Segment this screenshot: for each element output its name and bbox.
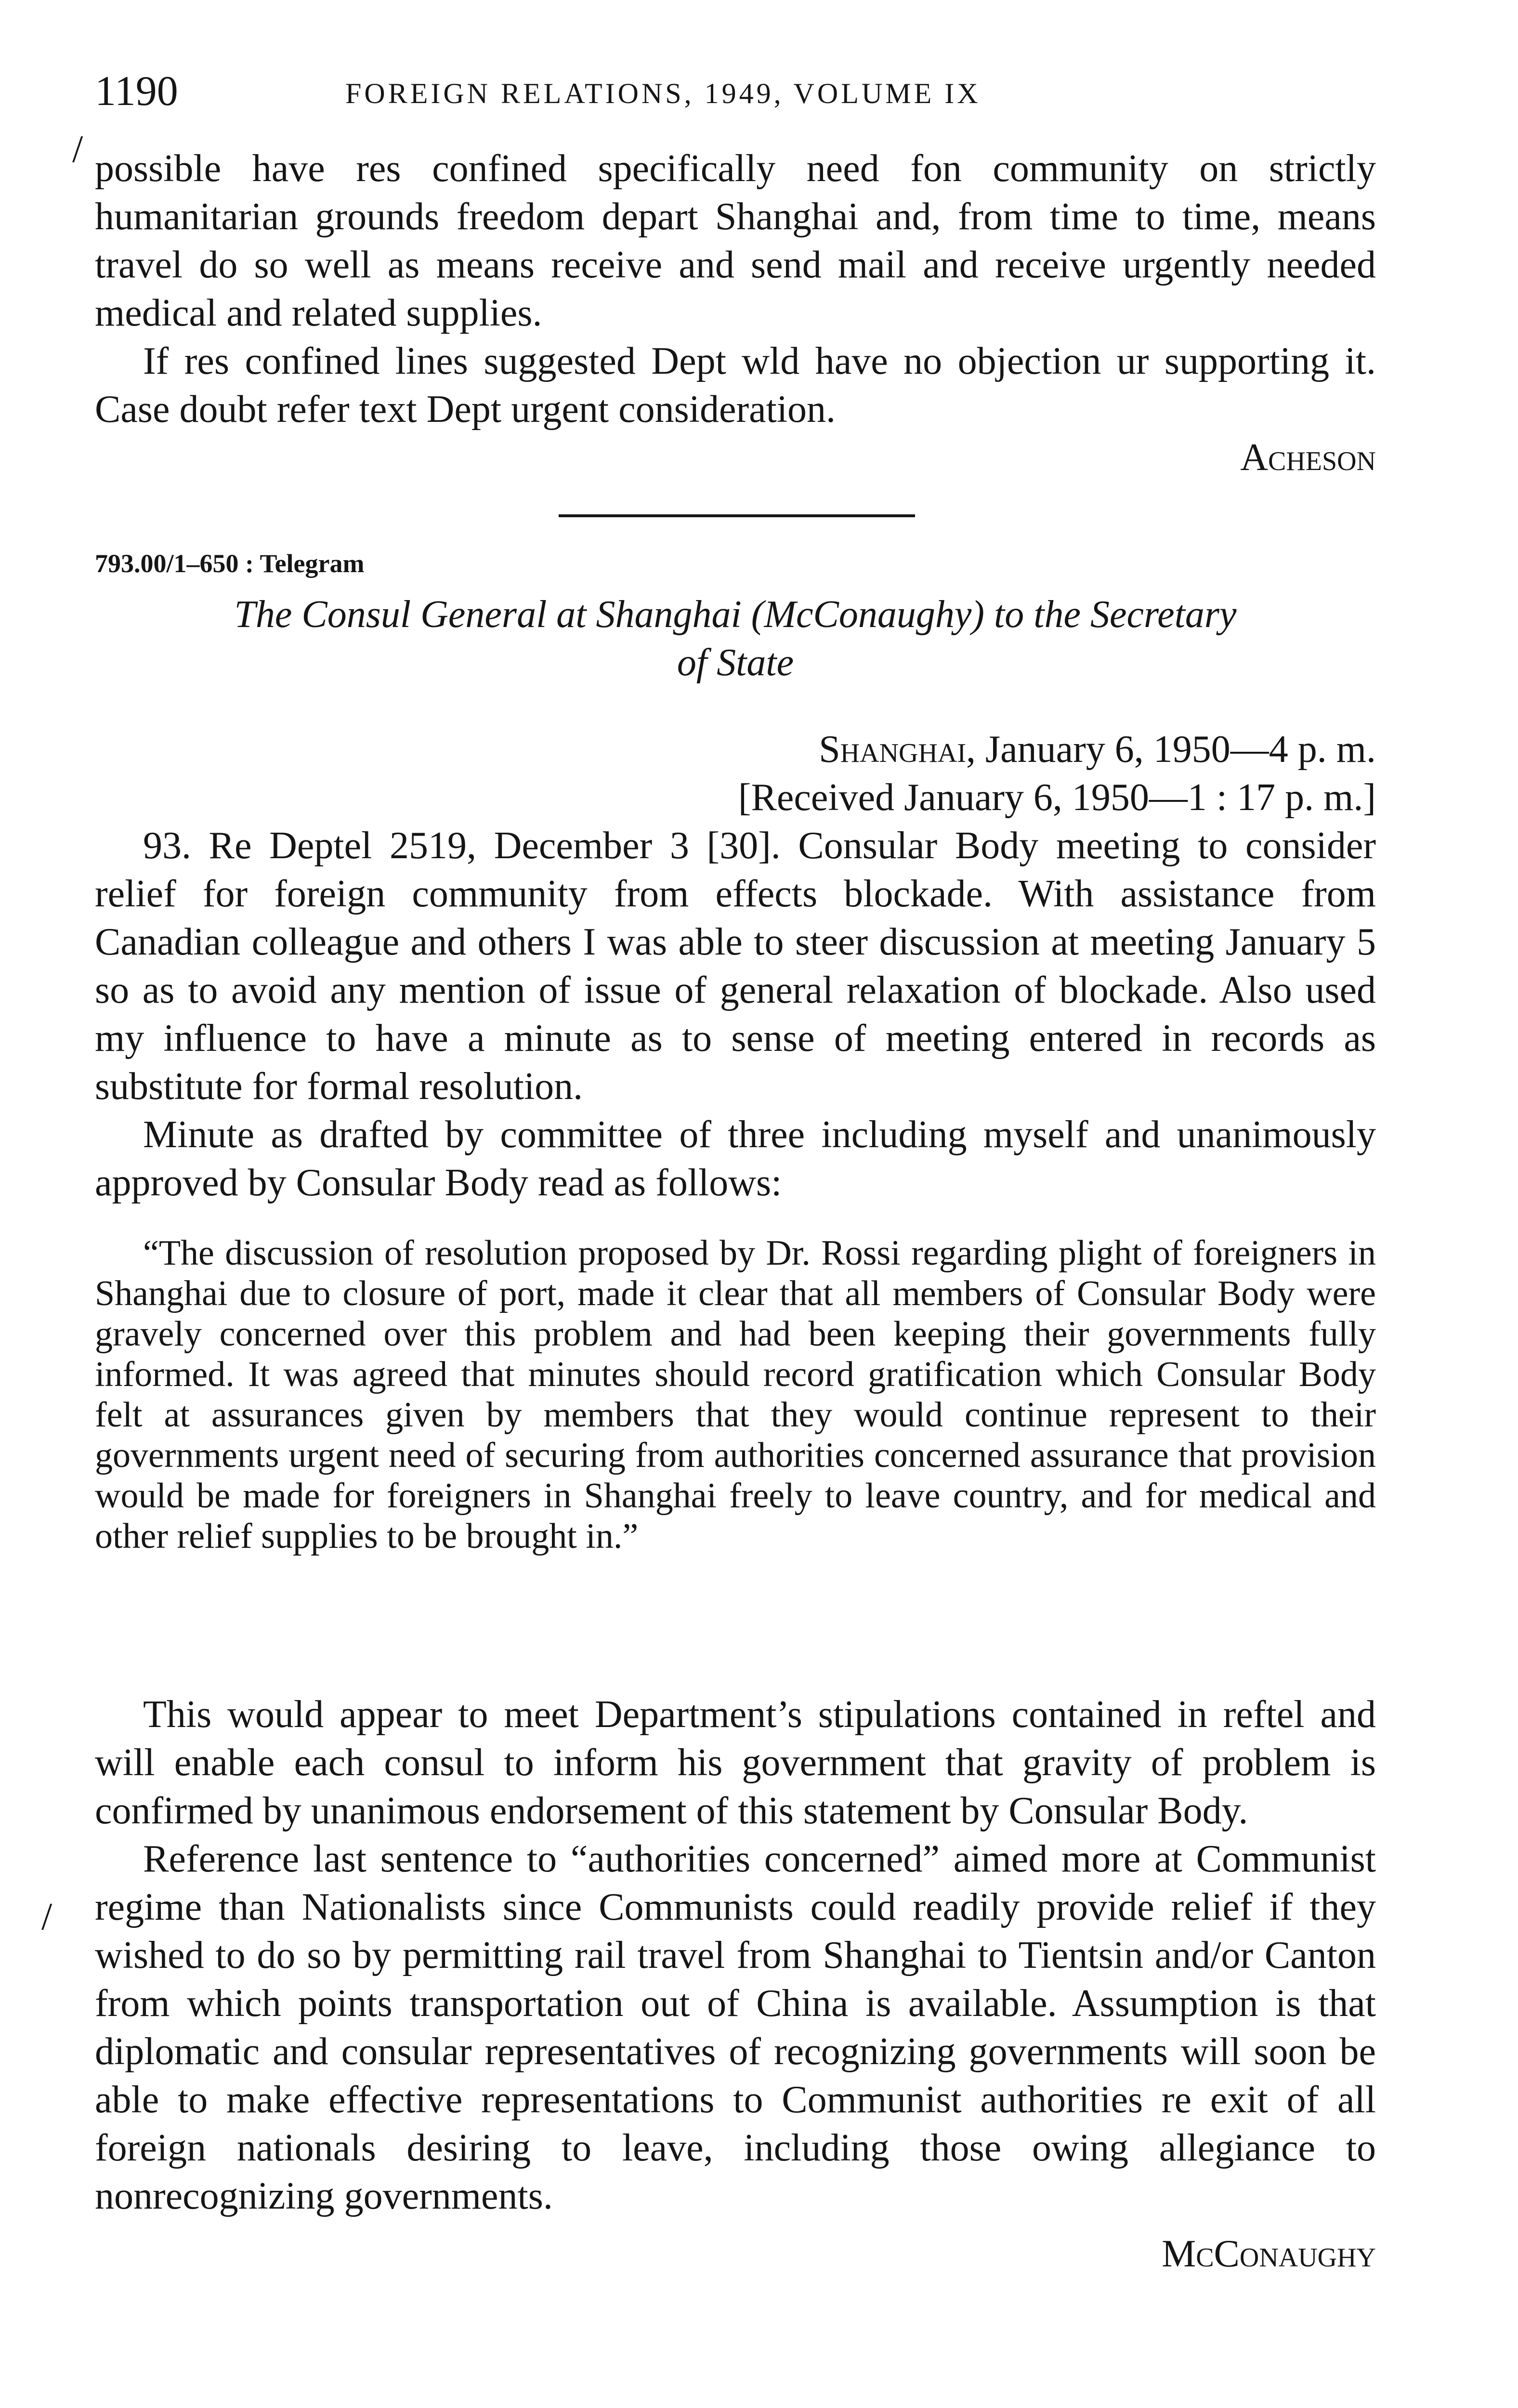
signature-acheson: Acheson <box>1240 436 1376 479</box>
body-paragraph: 93. Re Deptel 2519, December 3 [30]. Consular Body meeting to consider relief for foreign community from effects blockade. With assistance from Canadian colleague and others I was able to steer discussion at meeting January 5 so as to avoid any mention of issue of general relaxation of blockade. Also used my influence to have a minute as to sense of meeting entered in records as substitute for formal resolution. <box>95 824 1376 1108</box>
body-paragraph: Reference last sentence to “authorities concerned” aimed more at Communist regime than Nationalists since Communists could readily provide relief if they wished to do so by permitting rail travel from Shanghai to Tientsin and/or Canton from which points transportation out of China is available. Assumption is that diplomatic and consular representatives of recognizing governments will soon be able to make effective representations to Communist authorities re exit of all foreign nationals desiring to leave, including those owing allegiance to nonrecognizing governments. <box>95 1838 1376 2217</box>
dateline-place: Shanghai, <box>819 728 976 771</box>
dateline-sent-time: January 6, 1950—4 p. m. <box>975 728 1376 771</box>
telegram-body <box>95 822 1376 1207</box>
continuation-paragraph: possible have res confined specifically need fon community on strictly humanitarian grounds freedom depart Shanghai and, from time to time, means travel do so well as means receive and send mail and receive urgently needed medical and related supplies. <box>95 147 1376 334</box>
margin-mark-middle: / <box>41 1896 52 1938</box>
document-id: 793.00/1–650 : Telegram <box>95 549 365 578</box>
dateline-sent <box>95 725 1376 773</box>
quoted-minute <box>95 1233 1376 1557</box>
dateline-received: [Received January 6, 1950—1 : 17 p. m.] <box>738 776 1376 819</box>
running-head: FOREIGN RELATIONS, 1949, VOLUME IX <box>345 78 981 109</box>
body-paragraph: Minute as drafted by committee of three including myself and unanimously approved by Consular Body read as follows: <box>95 1113 1376 1204</box>
continuation-paragraph-2: If res confined lines suggested Dept wld have no objection ur supporting it. Case doubt refer text Dept urgent consideration. <box>95 340 1376 431</box>
dateline <box>95 725 1376 822</box>
section-divider <box>559 514 915 517</box>
page-number: 1190 <box>95 68 178 115</box>
continuation-section <box>95 144 1376 482</box>
quoted-minute-text: “The discussion of resolution proposed by Dr. Rossi regarding plight of foreigners in Shanghai due to closure of port, made it clear that all members of Consular Body were gravely concerned over this problem and had been keeping their governments fully informed. It was agreed that minutes should record gratification which Consular Body felt at assurances given by members that they would continue represent to their governments urgent need of securing from authorities concerned assurance that provision would be made for foreigners in Shanghai freely to leave country, and for medical and other relief supplies to be brought in.” <box>95 1233 1376 1556</box>
margin-mark-top: / <box>72 128 83 170</box>
document-title <box>95 590 1376 687</box>
document-title-line-1: The Consul General at Shanghai (McConaughy) to the Secretary <box>234 593 1237 636</box>
telegram-body-continued <box>95 1690 1376 2278</box>
body-paragraph: This would appear to meet Department’s stipulations contained in reftel and will enable each consul to inform his government that gravity of problem is confirmed by unanimous endorsement of this statement by Consular Body. <box>95 1693 1376 1832</box>
page-header <box>95 63 1376 120</box>
document-title-line-2: of State <box>677 641 794 684</box>
signature-mcconaughy: McConaughy <box>1162 2233 1376 2275</box>
